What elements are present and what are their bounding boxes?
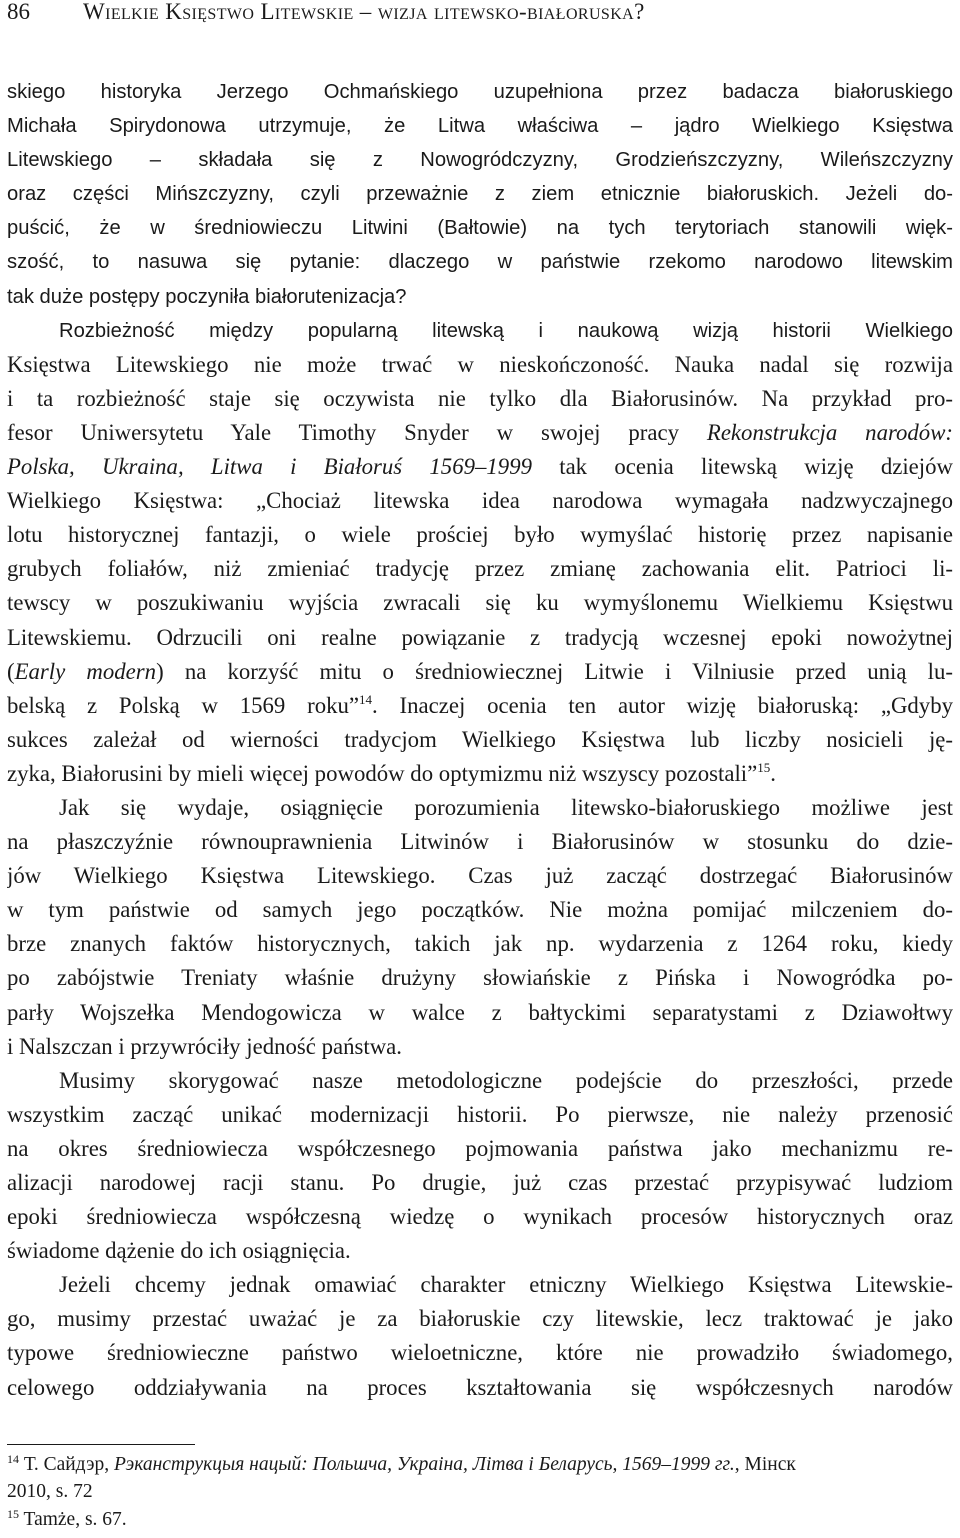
text-line: tewscy w poszukiwaniu wyjścia zwracali się ku wymyślonemu Wielkiemu Księstwu [7, 590, 953, 616]
paragraph [7, 859, 953, 893]
paragraph [7, 1064, 953, 1098]
paragraph [7, 280, 953, 314]
paragraph [7, 1030, 953, 1064]
paragraph [7, 1302, 953, 1336]
paragraph [7, 314, 953, 348]
text-line: alizacji narodowej racji stanu. Po drugie, już czas przestać przypisywać ludziom [7, 1170, 953, 1195]
paragraph [7, 450, 953, 484]
text-line: wszystkim zacząć unikać modernizacji historii. Po pierwsze, nie należy przenosić [7, 1101, 953, 1127]
text-line [7, 450, 953, 484]
footnote-rule [7, 1444, 195, 1445]
text-line: puścić, że w średniowieczu Litwini (Bałtowie) na tych terytoriach stanowili więk- [7, 217, 953, 240]
footnote-book-title: Рэканструкцыя нацый: Польшча, Украіна, Літва і Беларусь, 1569–1999 гг. [113, 1454, 735, 1475]
text-line: go, musimy przestać uważać je za białoruskie czy litewskie, lecz traktować je jako [7, 1306, 953, 1332]
footnote-author: Т. Сайдэр, [23, 1454, 114, 1475]
text-line: brze znanych faktów historycznych, takich jak np. wydarzenia z 1264 roku, kiedy [7, 931, 953, 957]
text-line: parły Wojszełka Mendogowicza w walce z bałtyckimi separatystami z Dziawołtwy [7, 999, 953, 1025]
running-head [7, 0, 953, 24]
paragraph [7, 109, 953, 143]
paragraph [7, 1132, 953, 1166]
text-line: oraz części Mińszczyzny, czyli przeważnie z ziem etnicznie białoruskich. Jeżeli do- [7, 183, 953, 206]
text-run: . [770, 760, 776, 786]
text-line: świadome dążenie do ich osiągnięcia. [7, 1238, 351, 1264]
paragraph [7, 1200, 953, 1234]
paragraph [7, 1234, 953, 1268]
text-line [7, 416, 953, 450]
text-line: Wielkiego Księstwa: „Chociaż litewska idea narodowa wymagała nadzwyczajnego [7, 488, 953, 514]
paragraph [7, 484, 953, 518]
paragraph [7, 757, 953, 791]
paragraph [7, 348, 953, 382]
paragraph [7, 1098, 953, 1132]
paragraph [7, 177, 953, 211]
text-run: tak ocenia litewską wizję dziejów [532, 454, 953, 480]
text-line: szość, to nasuwa się pytanie: dlaczego w państwie rzekomo narodowo litewskim [7, 251, 953, 274]
text-line: Litewskiemu. Odrzucili oni realne powiązanie z tradycją wczesnej epoki nowożytnej [7, 624, 953, 650]
paragraph [7, 143, 953, 177]
footnote-number: 15 [7, 1507, 19, 1521]
page-number: 86 [7, 0, 30, 24]
paragraph [7, 245, 953, 279]
paragraph [7, 75, 953, 109]
paragraph [7, 655, 953, 689]
text-run: fesor Uniwersytetu Yale Timothy Snyder w swojej pracy [7, 419, 707, 445]
text-line: Michała Spirydonowa utrzymuje, że Litwa właściwa – jądro Wielkiego Księstwa [7, 115, 953, 138]
text-run: . Inaczej ocenia ten autor wizję białoruską: „Gdyby [372, 692, 953, 718]
text-line [7, 689, 953, 723]
text-line: w tym państwie od samych jego początków. Nie można pomijać milczeniem do- [7, 897, 953, 923]
paragraph [7, 586, 953, 620]
paragraph [7, 1371, 953, 1405]
paragraph [7, 1268, 953, 1302]
text-line: i ta rozbieżność staje się oczywista nie tylko dla Białorusinów. Na przykład pro- [7, 385, 953, 411]
paragraph [7, 1336, 953, 1370]
paragraph [7, 791, 953, 825]
footnote-ref[interactable]: 15 [757, 759, 771, 775]
footnote-text: Tamże, s. 67. [23, 1509, 127, 1530]
footnote-place: , Мінск [734, 1454, 796, 1475]
text-line: Jak się wydaje, osiągnięcie porozumienia litewsko-białoruskiego możliwe jest [59, 794, 953, 820]
paragraph [7, 621, 953, 655]
footnote-15 [7, 1507, 953, 1533]
paragraph [7, 723, 953, 757]
paragraph [7, 825, 953, 859]
text-line: tak duże postępy poczyniła białorutenizacja? [7, 285, 407, 308]
text-line [7, 655, 953, 689]
paragraph [7, 893, 953, 927]
text-run: belską z Polską w 1569 roku” [7, 692, 360, 718]
text-line: grubych foliałów, niż zmieniać tradycję przez zmianę zachowania elit. Patrioci li- [7, 556, 953, 582]
text-line: Księstwa Litewskiego nie może trwać w nieskończoność. Nauka nadal się rozwija [7, 351, 953, 377]
text-line: i Nalszczan i przywróciły jedność państwa. [7, 1033, 403, 1059]
text-line: po zabójstwie Treniaty właśnie drużyny słowiańskie z Pińska i Nowogródka po- [7, 965, 953, 991]
text-line: jów Wielkiego Księstwa Litewskiego. Czas już zacząć dostrzegać Białorusinów [7, 863, 953, 889]
text-line: skiego historyka Jerzego Ochmańskiego uzupełniona przez badacza białoruskiego [7, 81, 953, 103]
text-line: lotu historycznej fantazji, o wiele prościej było wymyślać historię przez napisanie [7, 522, 953, 548]
book-title: Polska, Ukraina, Litwa i Białoruś 1569–1999 [7, 454, 532, 480]
text-line: Musimy skorygować nasze metodologiczne podejście do przeszłości, przede [59, 1067, 953, 1093]
text-line: sukces zależał od wierności tradycjom Wielkiego Księstwa lub liczby nosicieli ję- [7, 726, 953, 752]
paragraph [7, 518, 953, 552]
text-line: Litewskiego – składała się z Nowogródczyzny, Grodzieńszczyzny, Wileńszczyzny [7, 149, 953, 172]
paragraph [7, 689, 953, 723]
text-line [7, 757, 953, 791]
footnote-14 [7, 1452, 953, 1478]
book-title: Rekonstrukcja narodów: [706, 419, 953, 445]
text-line: Rozbieżność między popularną litewską i naukową wizją historii Wielkiego [59, 319, 953, 342]
text-line: typowe średniowieczne państwo wieloetniczne, które nie prowadziło świadomego, [7, 1340, 953, 1366]
text-run: ) na korzyść mitu o średniowiecznej Litwie i Vilniusie przed unią lu- [156, 658, 953, 684]
paragraph [7, 961, 953, 995]
text-line: na płaszczyźnie równouprawnienia Litwinów i Białorusinów w stosunku do dzie- [7, 829, 953, 855]
footnote-ref[interactable]: 14 [359, 691, 373, 707]
paragraph [7, 211, 953, 245]
running-title: Wielkie Księstwo Litewskie – wizja litewsko-białoruska? [83, 0, 645, 24]
text-line: epoki średniowiecza współczesną wiedzę o wynikach procesów historycznych oraz [7, 1204, 953, 1230]
italic-term: Early modern [14, 658, 157, 684]
paragraph [7, 382, 953, 416]
footnote-14-continuation: 2010, s. 72 [7, 1481, 93, 1502]
text-run: zyka, Białorusini by mieli więcej powodów do optymizmu niż wszyscy pozostali” [7, 760, 758, 786]
paragraph [7, 416, 953, 450]
text-line: na okres średniowiecza współczesnego pojmowania państwa jako mechanizmu re- [7, 1135, 953, 1161]
text-line: celowego oddziaływania na proces kształtowania się współczesnych narodów [7, 1374, 953, 1400]
footnote-number: 14 [7, 1452, 19, 1466]
body-text [7, 75, 953, 1405]
paragraph [7, 1166, 953, 1200]
paragraph [7, 996, 953, 1030]
text-line: Jeżeli chcemy jednak omawiać charakter etniczny Wielkiego Księstwa Litewskie- [59, 1272, 953, 1298]
paragraph [7, 927, 953, 961]
text-run: ( [7, 658, 15, 684]
paragraph [7, 552, 953, 586]
